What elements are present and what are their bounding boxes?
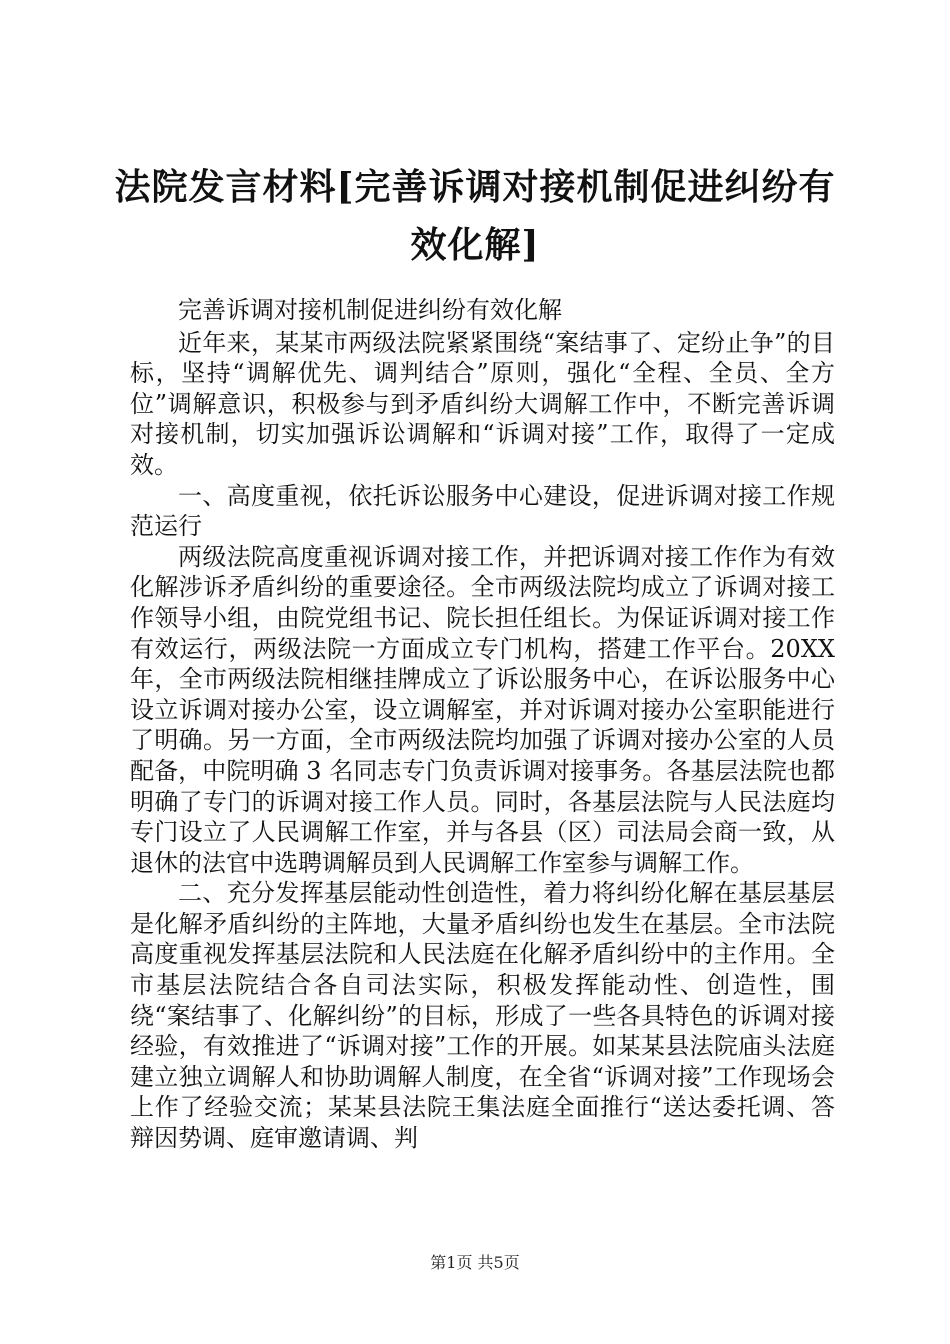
page-footer: 第1页 共5页 <box>430 1253 520 1272</box>
paragraph-section-1: 两级法院高度重视诉调对接工作，并把诉调对接工作作为有效化解涉诉矛盾纠纷的重要途径。全市两级法院均成立了诉调对接工作领导小组，由院党组书记、院长担任组长。为保证诉调对接工作有效运行，两级法院一方面成立专门机构，搭建工作平台。20XX 年，全市两级法院相继挂牌成立了诉讼服务中心，在诉讼服务中心设立诉调对接办公室，设立调解室，并对诉调对接办公室职能进行了明确。另一方面，全市两级法院均加强了诉调对接办公室的人员配备，中院明确 3 名同志专门负责诉调对接事务。各基层法院也都明确了专门的诉调对接工作人员。同时，各基层法院与人民法庭均专门设立了人民调解工作室，并与各县（区）司法局会商一致，从退休的法官中选聘调解员到人民调解工作室参与调解工作。 <box>130 542 835 877</box>
document-subtitle: 完善诉调对接机制促进纠纷有效化解 <box>178 296 562 324</box>
section-heading-1: 一、高度重视，依托诉讼服务中心建设，促进诉调对接工作规范运行 <box>130 481 835 541</box>
paragraph-section-2: 二、充分发挥基层能动性创造性，着力将纠纷化解在基层基层是化解矛盾纠纷的主阵地，大量矛盾纠纷也发生在基层。全市法院高度重视发挥基层法院和人民法庭在化解矛盾纠纷中的主作用。全市基层法院结合各自司法实际，积极发挥能动性、创造性，围绕“案结事了、化解纠纷”的目标，形成了一些各具特色的诉调对接经验，有效推进了“诉调对接”工作的开展。如某某县法院庙头法庭建立独立调解人和协助调解人制度，在全省“诉调对接”工作现场会上作了经验交流；某某县法院王集法庭全面推行“送达委托调、答辩因势调、庭审邀请调、判 <box>130 879 835 1153</box>
document-title: 法院发言材料[完善诉调对接机制促进纠纷有效化解] <box>114 166 836 266</box>
paragraph-intro: 近年来，某某市两级法院紧紧围绕“案结事了、定纷止争”的目标，坚持“调解优先、调判结合”原则，强化“全程、全员、全方位”调解意识，积极参与到矛盾纠纷大调解工作中，不断完善诉调对接机制，切实加强诉讼调解和“诉调对接”工作，取得了一定成效。 <box>130 328 835 479</box>
document-body <box>130 295 835 1154</box>
